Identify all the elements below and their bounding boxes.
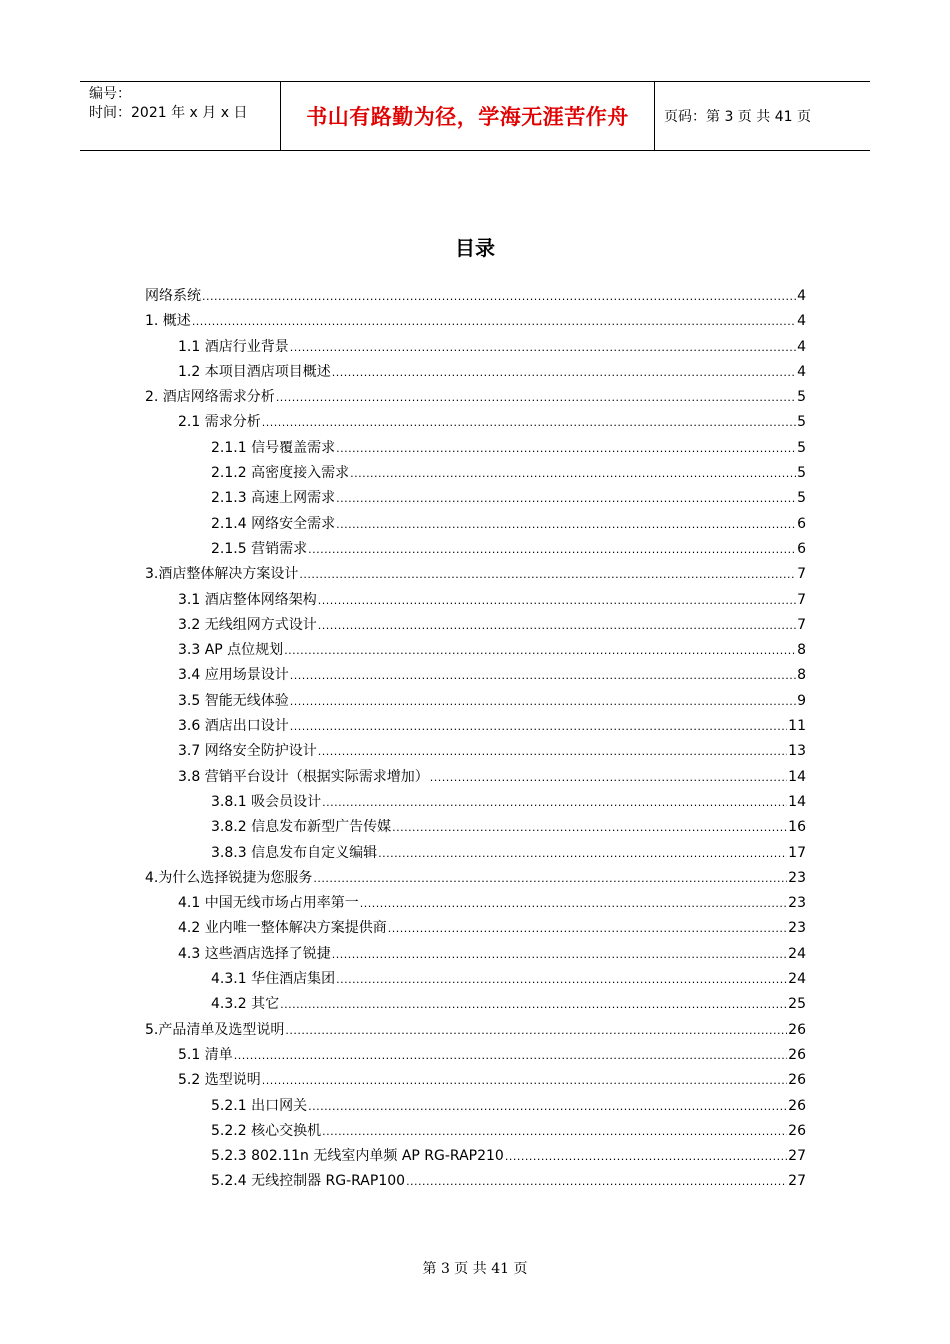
toc-dot-leader: [285, 1020, 787, 1042]
toc-dot-leader: [262, 412, 796, 434]
toc-entry-page: 24: [788, 945, 806, 962]
toc-dot-leader: [336, 969, 787, 991]
toc-entry-page: 26: [788, 1072, 806, 1089]
toc-entry-label: 3.5 智能无线体验: [178, 692, 289, 709]
toc-entry-label: 5.2.3 802.11n 无线室内单频 AP RG-RAP210: [211, 1148, 504, 1165]
toc-entry-page: 7: [797, 616, 806, 633]
toc-dot-leader: [308, 539, 796, 561]
toc-entry-label: 4.3.2 其它: [211, 996, 280, 1013]
toc-entry[interactable]: [145, 1170, 806, 1195]
toc-entry-label: 3.3 AP 点位规划: [178, 642, 284, 659]
toc-entry-page: 23: [788, 920, 806, 937]
toc-dot-leader: [318, 615, 796, 637]
toc-entry[interactable]: [145, 589, 806, 614]
toc-entry[interactable]: [145, 1019, 806, 1044]
toc-entry[interactable]: [145, 513, 806, 538]
toc-entry-page: 16: [788, 819, 806, 836]
toc-entry[interactable]: [145, 563, 806, 588]
toc-entry-label: 3.1 酒店整体网络架构: [178, 591, 317, 608]
toc-entry-page: 6: [797, 540, 806, 557]
toc-dot-leader: [430, 767, 787, 789]
toc-dot-leader: [290, 691, 796, 713]
toc-dot-leader: [262, 1070, 787, 1092]
toc-entry-label: 4.为什么选择锐捷为您服务: [145, 869, 313, 886]
toc-entry-page: 7: [797, 566, 806, 583]
toc-entry[interactable]: [145, 892, 806, 917]
toc-entry[interactable]: [145, 1069, 806, 1094]
toc-entry-page: 26: [788, 1097, 806, 1114]
toc-entry-page: 11: [788, 718, 806, 735]
toc-entry[interactable]: [145, 411, 806, 436]
toc-entry[interactable]: [145, 740, 806, 765]
toc-entry-label: 3.6 酒店出口设计: [178, 718, 289, 735]
toc-entry-label: 3.8.3 信息发布自定义编辑: [211, 844, 378, 861]
toc-entry-label: 3.8 营销平台设计（根据实际需求增加）: [178, 768, 429, 785]
toc-dot-leader: [322, 1121, 787, 1143]
toc-dot-leader: [192, 311, 796, 333]
toc-entry[interactable]: [145, 791, 806, 816]
toc-dot-leader: [505, 1146, 787, 1168]
toc-entry-label: 3.8.2 信息发布新型广告传媒: [211, 819, 392, 836]
toc-entry-page: 5: [797, 389, 806, 406]
toc-entry-label: 5.2 选型说明: [178, 1072, 261, 1089]
toc-entry-label: 1.2 本项目酒店项目概述: [178, 363, 331, 380]
toc-entry-label: 2.1 需求分析: [178, 414, 261, 431]
toc-dot-leader: [318, 590, 796, 612]
toc-entry-label: 3.7 网络安全防护设计: [178, 743, 317, 760]
toc-entry[interactable]: [145, 487, 806, 512]
toc-entry-page: 8: [797, 642, 806, 659]
toc-dot-leader: [280, 994, 787, 1016]
toc-dot-leader: [336, 488, 796, 510]
toc-dot-leader: [290, 337, 796, 359]
toc-dot-leader: [202, 286, 796, 308]
page-header: [80, 81, 870, 151]
toc-dot-leader: [406, 1171, 787, 1193]
toc-dot-leader: [360, 893, 787, 915]
toc-entry-page: 8: [797, 667, 806, 684]
toc-entry-page: 26: [788, 1046, 806, 1063]
toc-entry-page: 5: [797, 490, 806, 507]
toc-dot-leader: [336, 438, 796, 460]
toc-entry-label: 4.3 这些酒店选择了锐捷: [178, 945, 331, 962]
toc-entry-label: 3.2 无线组网方式设计: [178, 616, 317, 633]
toc-dot-leader: [313, 868, 787, 890]
toc-entry-page: 23: [788, 895, 806, 912]
time-label: 时间：2021 年 x 月 x 日: [89, 105, 248, 121]
toc-entry-page: 5: [797, 414, 806, 431]
toc-dot-leader: [276, 387, 796, 409]
toc-entry-page: 4: [797, 313, 806, 330]
toc-entry-page: 4: [797, 338, 806, 355]
toc-entry[interactable]: [145, 1095, 806, 1120]
toc-entry-page: 14: [788, 793, 806, 810]
toc-entry-page: 27: [788, 1173, 806, 1190]
toc-entry-page: 6: [797, 515, 806, 532]
toc-entry[interactable]: [145, 664, 806, 689]
toc-dot-leader: [332, 362, 796, 384]
toc-title: 目录: [455, 236, 495, 260]
toc-entry-label: 2.1.2 高密度接入需求: [211, 465, 350, 482]
toc-entry[interactable]: [145, 816, 806, 841]
toc-entry-page: 14: [788, 768, 806, 785]
toc-dot-leader: [388, 918, 787, 940]
toc-entry-page: 23: [788, 869, 806, 886]
toc-entry-label: 5.产品清单及选型说明: [145, 1021, 285, 1038]
toc-entry-page: 17: [788, 844, 806, 861]
toc-entry-label: 2.1.5 营销需求: [211, 540, 308, 557]
toc-entry-label: 3.酒店整体解决方案设计: [145, 566, 299, 583]
toc-entry[interactable]: [145, 842, 806, 867]
toc-entry-page: 26: [788, 1021, 806, 1038]
toc-entry-page: 4: [797, 363, 806, 380]
toc-entry[interactable]: [145, 917, 806, 942]
toc-entry-label: 1.1 酒店行业背景: [178, 338, 289, 355]
toc-entry-page: 13: [788, 743, 806, 760]
toc-dot-leader: [290, 716, 787, 738]
toc-entry-label: 2. 酒店网络需求分析: [145, 389, 275, 406]
toc-entry[interactable]: [145, 968, 806, 993]
toc-entry-label: 网络系统: [145, 288, 201, 304]
header-motto: 书山有路勤为径，学海无涯苦作舟: [281, 82, 655, 150]
toc-entry[interactable]: [145, 1145, 806, 1170]
toc-entry[interactable]: [145, 361, 806, 386]
toc-entry-page: 27: [788, 1148, 806, 1165]
toc-entry-label: 4.3.1 华住酒店集团: [211, 971, 336, 988]
toc-entry-label: 4.2 业内唯一整体解决方案提供商: [178, 920, 387, 937]
toc-entry-label: 5.2.4 无线控制器 RG-RAP100: [211, 1173, 406, 1190]
toc-entry-label: 2.1.4 网络安全需求: [211, 515, 336, 532]
toc-entry-page: 7: [797, 591, 806, 608]
toc-entry-label: 5.1 清单: [178, 1046, 233, 1063]
toc-entry-page: 5: [797, 465, 806, 482]
toc-dot-leader: [350, 463, 796, 485]
toc-entry[interactable]: [145, 993, 806, 1018]
toc-entry[interactable]: [145, 943, 806, 968]
toc-dot-leader: [322, 792, 787, 814]
toc-entry-label: 3.8.1 吸会员设计: [211, 793, 322, 810]
toc-entry[interactable]: [145, 538, 806, 563]
toc-entry-page: 25: [788, 996, 806, 1013]
toc-entry-page: 4: [797, 288, 806, 304]
toc-entry[interactable]: [145, 336, 806, 361]
toc-entry-page: 26: [788, 1122, 806, 1139]
toc-entry-label: 1. 概述: [145, 313, 191, 330]
toc-entry[interactable]: [145, 310, 806, 335]
toc-entry[interactable]: [145, 285, 806, 310]
toc-entry-page: 9: [797, 692, 806, 709]
toc-dot-leader: [290, 665, 796, 687]
toc-entry[interactable]: [145, 1044, 806, 1069]
toc-dot-leader: [336, 514, 796, 536]
number-label: 编号：: [89, 86, 131, 102]
toc-dot-leader: [318, 741, 787, 763]
toc-dot-leader: [332, 944, 787, 966]
toc-entry[interactable]: [145, 690, 806, 715]
toc-entry[interactable]: [145, 639, 806, 664]
table-of-contents: [145, 285, 806, 1196]
toc-entry-label: 2.1.1 信号覆盖需求: [211, 439, 336, 456]
toc-entry[interactable]: [145, 766, 806, 791]
toc-entry[interactable]: [145, 437, 806, 462]
toc-entry[interactable]: [145, 386, 806, 411]
header-meta: [80, 82, 281, 150]
toc-dot-leader: [308, 1096, 787, 1118]
toc-entry-label: 2.1.3 高速上网需求: [211, 490, 336, 507]
page-footer: 第 3 页 共 41 页: [422, 1261, 528, 1277]
toc-entry[interactable]: [145, 715, 806, 740]
toc-entry[interactable]: [145, 1120, 806, 1145]
toc-entry[interactable]: [145, 614, 806, 639]
toc-dot-leader: [378, 843, 787, 865]
toc-entry-label: 5.2.1 出口网关: [211, 1097, 308, 1114]
toc-entry-label: 3.4 应用场景设计: [178, 667, 289, 684]
toc-dot-leader: [299, 564, 796, 586]
toc-entry[interactable]: [145, 462, 806, 487]
toc-entry-page: 24: [788, 971, 806, 988]
toc-entry-label: 5.2.2 核心交换机: [211, 1122, 322, 1139]
toc-dot-leader: [392, 817, 787, 839]
header-page-info: 页码：第 3 页 共 41 页: [664, 109, 811, 125]
toc-dot-leader: [234, 1045, 787, 1067]
toc-dot-leader: [284, 640, 796, 662]
toc-entry-label: 4.1 中国无线市场占用率第一: [178, 895, 359, 912]
toc-entry-page: 5: [797, 439, 806, 456]
toc-entry[interactable]: [145, 867, 806, 892]
